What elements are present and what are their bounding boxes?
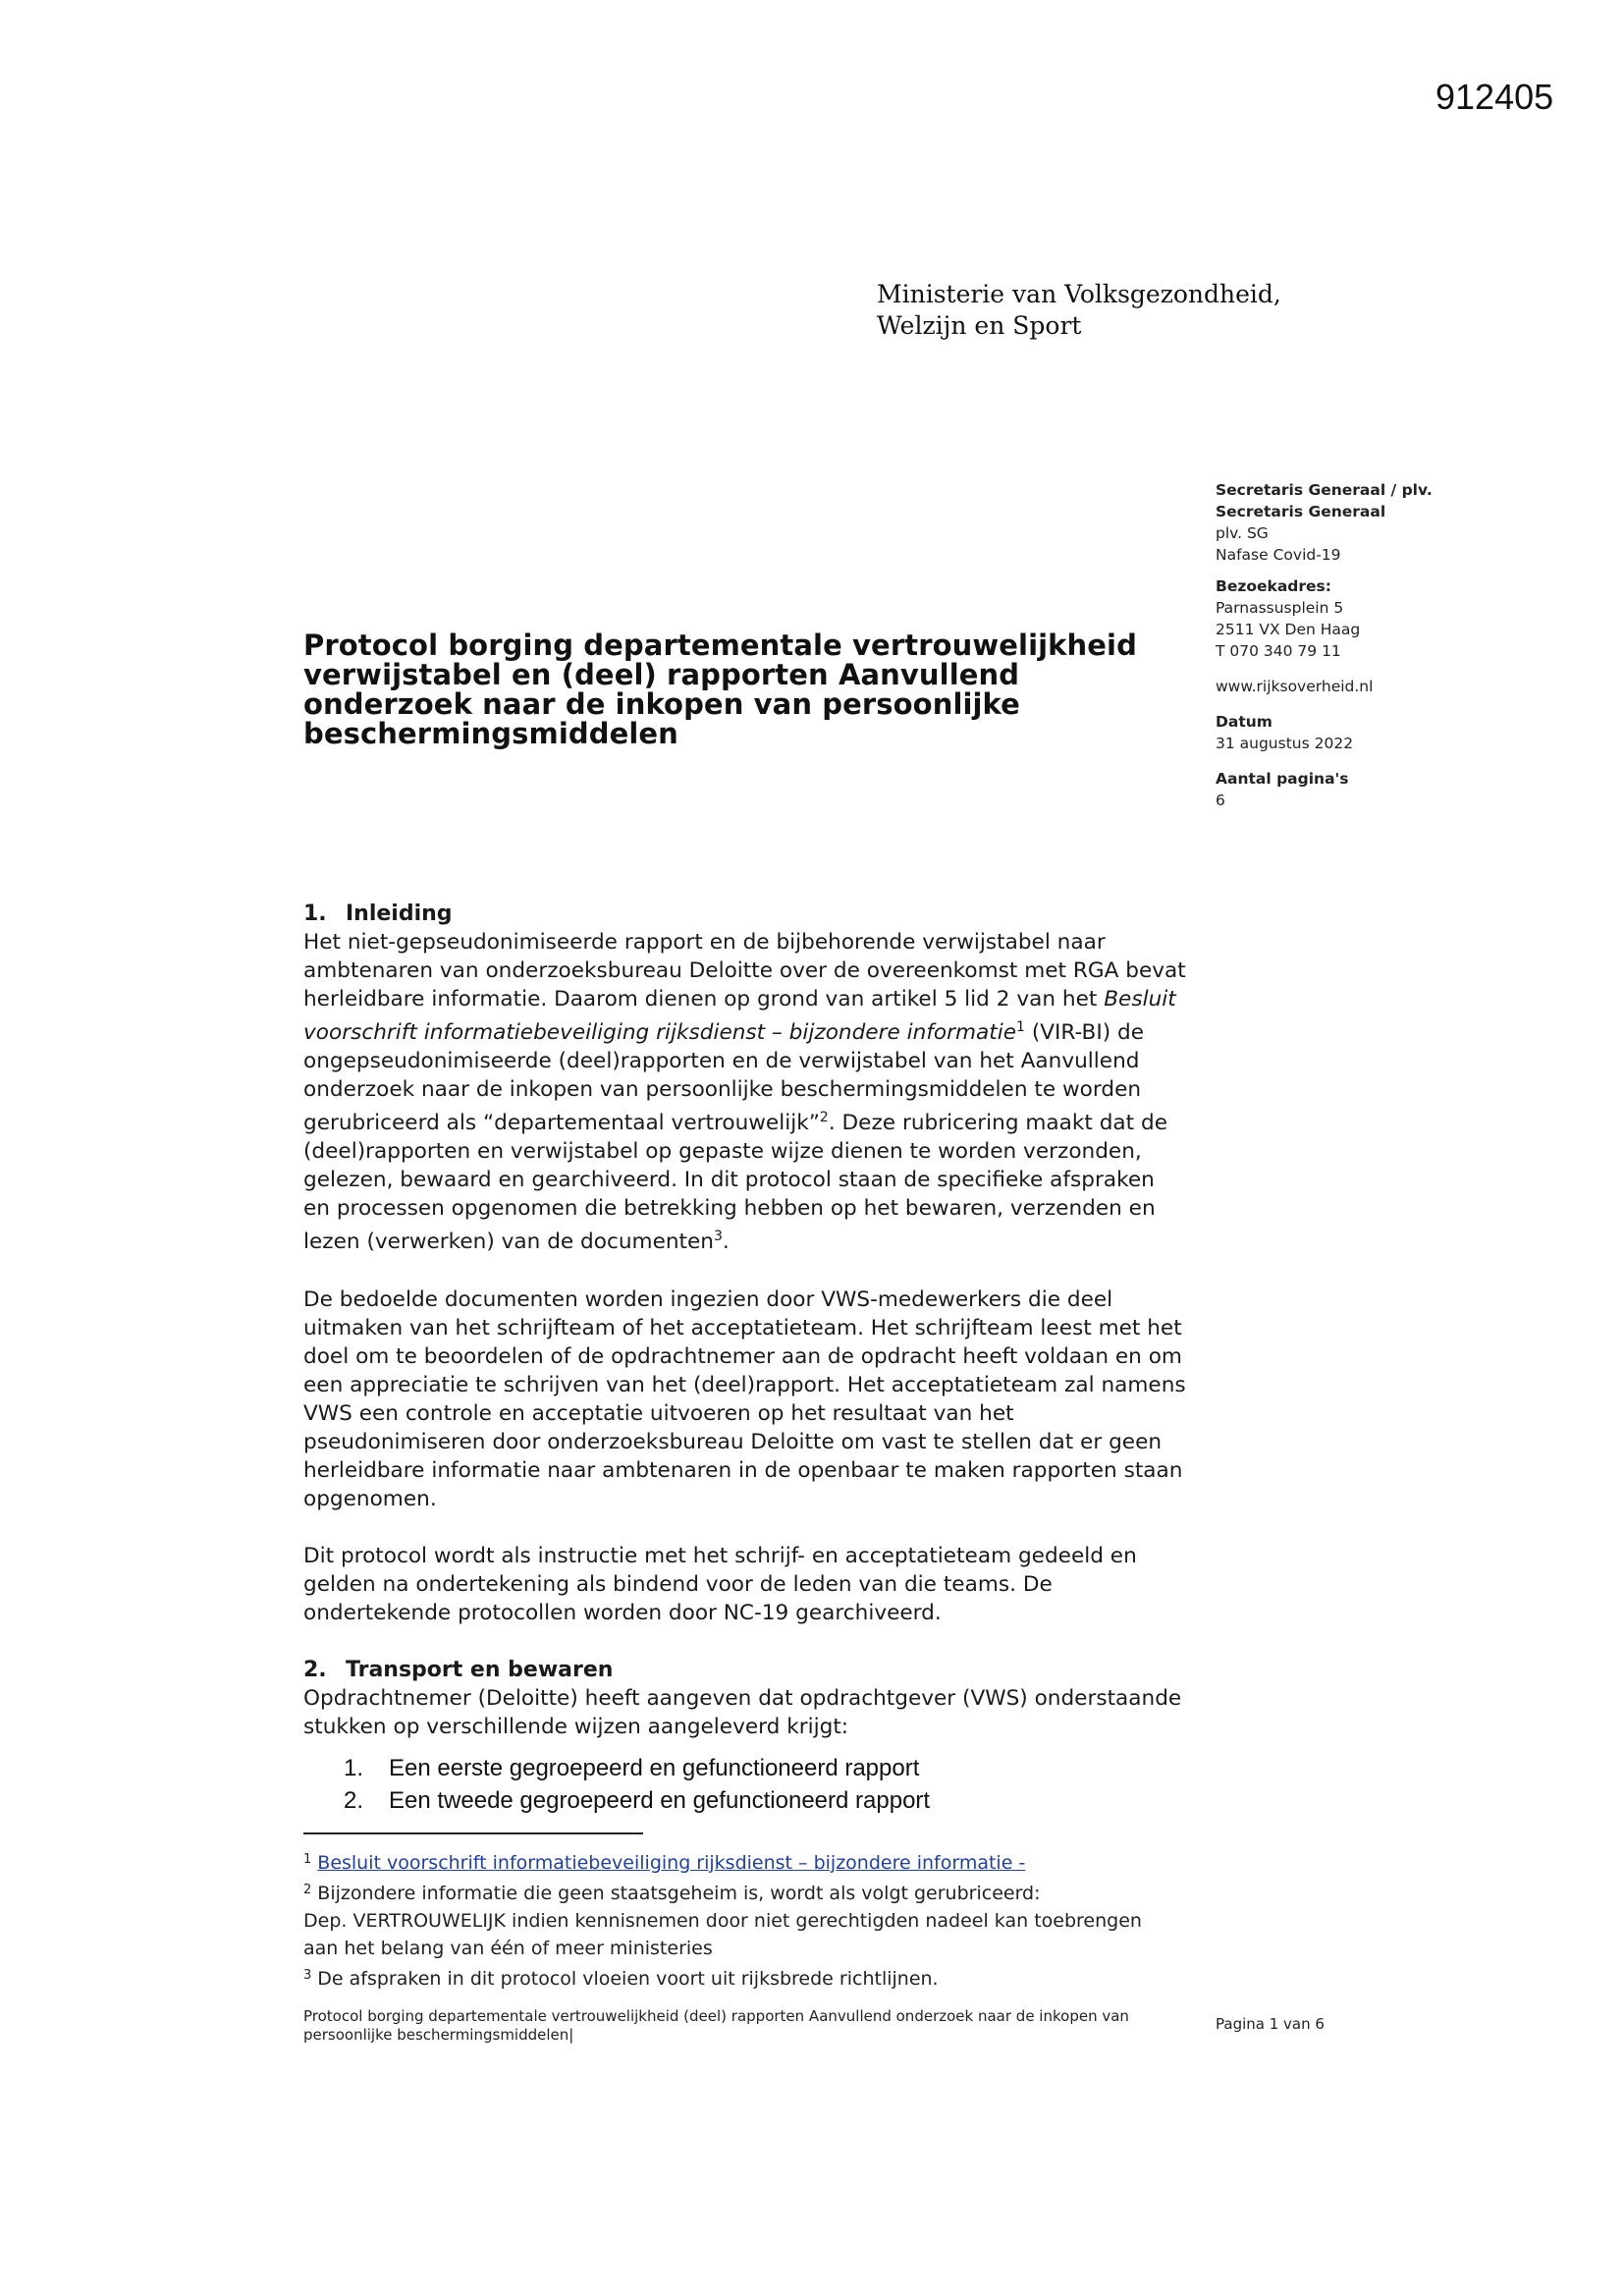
department-line-1: Secretaris Generaal / plv. [1216,481,1433,499]
footnote-2-text: Bijzondere informatie die geen staatsgeheim is, wordt als volgt gerubriceerd: [317,1883,1041,1904]
unit-line-1: plv. SG [1216,524,1269,542]
address-city: 2511 VX Den Haag [1216,621,1361,638]
footnote-3-mark: 3 [303,1968,312,1983]
pages-value: 6 [1216,792,1225,809]
paragraph-line: opgenomen. [303,1486,437,1511]
paragraph-line: onderzoek naar de inkopen van persoonlijke beschermingsmiddelen te worden [303,1077,1142,1103]
title-line-4: beschermingsmiddelen [303,717,678,750]
section-2-paragraph-1 [303,1684,1197,1741]
paragraph-line: Het niet-gepseudonimiseerde rapport en de bijbehorende verwijstabel naar [303,930,1106,955]
address-label: Bezoekadres: [1216,577,1331,595]
section-1-paragraph-3 [303,1542,1197,1627]
paragraph-text: herleidbare informatie. Daarom dienen op grond van artikel 5 lid 2 van het [303,987,1098,1011]
list-item [344,1784,930,1817]
website-block [1216,676,1589,697]
paragraph-line: uitmaken van het schrijfteam of het acceptatieteam. Het schrijfteam leest met het [303,1315,1182,1340]
footnote-ref-3[interactable]: 3 [713,1229,723,1245]
document-title [303,630,1167,748]
section-1-paragraph-1 [303,928,1197,1257]
paragraph-line [303,1013,1197,1047]
paragraph-line: ongepseudonimiseerde (deel)rapporten en de verwijstabel van het Aanvullend [303,1049,1140,1074]
list-item-text: Een eerste gegroepeerd en gefunctioneerd rapport [389,1755,920,1781]
section-1-number: 1. [303,902,327,926]
paragraph-line [303,985,1197,1013]
paragraph-line: Opdrachtnemer (Deloitte) heeft aangeven dat opdrachtgever (VWS) onderstaande [303,1685,1182,1711]
pages-label: Aantal pagina's [1216,770,1349,788]
decree-title-italic: Besluit [1104,987,1176,1011]
ministry-line-1: Ministerie van Volksgezondheid, [877,280,1281,308]
paragraph-line: VWS een controle en acceptatie uitvoeren op het resultaat van het [303,1400,1014,1426]
deliverables-list [344,1752,930,1817]
paragraph-line: De bedoelde documenten worden ingezien door VWS-medewerkers die deel [303,1286,1113,1312]
paragraph-line: pseudonimiseren door onderzoeksbureau Deloitte om vast te stellen dat er geen [303,1429,1163,1454]
paragraph-text: . Deze rubricering maakt dat de [828,1111,1167,1136]
date-value: 31 augustus 2022 [1216,735,1354,752]
footnote-2-mark: 2 [303,1883,312,1897]
department-line-2: Secretaris Generaal [1216,503,1386,520]
paragraph-line: (deel)rapporten en verwijstabel op gepaste wijze dienen te worden verzonden, [303,1139,1142,1165]
document-body [303,900,1197,1741]
sidebar-info [1216,479,1589,821]
section-2-number: 2. [303,1657,327,1682]
paragraph-line: herleidbare informatie naar ambtenaren in de openbaar te maken rapporten staan [303,1457,1183,1483]
footnote-separator [303,1832,643,1834]
paragraph-line: ondertekende protocollen worden door NC-19 gearchiveerd. [303,1600,942,1625]
section-1-heading [303,900,1197,928]
footnote-2-line-2: Dep. VERTROUWELIJK indien kennisnemen door niet gerechtigden nadeel kan toebrengen [303,1910,1142,1932]
paragraph-line [303,1104,1197,1137]
paragraph-line: Dit protocol wordt als instructie met het schrijf- en acceptatieteam gedeeld en [303,1543,1137,1568]
address-phone: T 070 340 79 11 [1216,642,1341,660]
paragraph-line: ambtenaren van onderzoeksbureau Deloitte over de overeenkomst met RGA bevat [303,958,1186,983]
section-1-paragraph-2 [303,1285,1197,1513]
paragraph-line: gelden na ondertekening als bindend voor de leden van die teams. De [303,1571,1053,1597]
date-block [1216,711,1589,754]
paragraph-line [303,1223,1197,1256]
pages-block [1216,768,1589,811]
section-1-title: Inleiding [346,902,453,926]
footnote-3-text: De afspraken in dit protocol vloeien voort uit rijksbrede richtlijnen. [317,1968,939,1990]
paragraph-line: een appreciatie te schrijven van het (deel)rapport. Het acceptatieteam zal namens [303,1372,1186,1397]
paragraph-line: en processen opgenomen die betrekking hebben op het bewaren, verzenden en [303,1196,1156,1222]
footnote-1-link[interactable]: Besluit voorschrift informatiebeveiliging rijksdienst – bijzondere informatie - [317,1852,1026,1874]
page-number: Pagina 1 van 6 [1216,2015,1325,2033]
document-number: 912405 [1435,77,1554,117]
list-item [344,1752,930,1784]
address-block [1216,575,1589,662]
footnote-3 [303,1962,1207,1993]
footnote-ref-2[interactable]: 2 [819,1110,829,1126]
title-line-3: onderzoek naar de inkopen van persoonlijke [303,687,1020,721]
ministry-line-2: Welzijn en Sport [877,311,1082,340]
date-label: Datum [1216,713,1272,731]
website-link[interactable]: www.rijksoverheid.nl [1216,678,1374,695]
paragraph-line: gelezen, bewaard en gearchiveerd. In dit protocol staan de specifieke afspraken [303,1168,1155,1193]
ministry-logo-text [877,279,1281,342]
footnote-2 [303,1877,1207,1907]
title-line-1: Protocol borging departementale vertrouwelijkheid [303,629,1137,662]
paragraph-text: lezen (verwerken) van de documenten [303,1230,714,1255]
list-item-number: 1. [344,1755,364,1781]
footer-line-1: Protocol borging departementale vertrouwelijkheid (deel) rapporten Aanvullend onderzoek naar de inkopen van [303,2007,1129,2025]
footnote-2-line-3: aan het belang van één of meer ministeries [303,1938,713,1959]
footer-line-2: persoonlijke beschermingsmiddelen| [303,2026,574,2044]
section-2-title: Transport en bewaren [346,1657,614,1682]
address-street: Parnassusplein 5 [1216,599,1344,617]
list-item-number: 2. [344,1787,364,1814]
page-footer [303,2007,1187,2045]
footnotes [303,1846,1207,1993]
footnote-ref-1[interactable]: 1 [1016,1019,1025,1035]
paragraph-text: gerubriceerd als “departementaal vertrouwelijk” [303,1111,820,1136]
paragraph-text: (VIR-BI) de [1024,1020,1144,1046]
paragraph-line: stukken op verschillende wijzen aangeleverd krijgt: [303,1714,849,1739]
unit-line-2: Nafase Covid-19 [1216,546,1341,564]
footnote-1-mark: 1 [303,1852,312,1867]
paragraph-line: doel om te beoordelen of de opdrachtnemer aan de opdracht heeft voldaan en om [303,1343,1182,1369]
list-item-text: Een tweede gegroepeerd en gefunctioneerd rapport [389,1787,931,1814]
section-2-heading [303,1656,1197,1684]
decree-title-italic: voorschrift informatiebeveiliging rijksdienst – bijzondere informatie [303,1020,1017,1046]
title-line-2: verwijstabel en (deel) rapporten Aanvullend [303,658,1020,691]
paragraph-text: . [722,1230,730,1255]
department-block [1216,479,1589,566]
footnote-1 [303,1846,1207,1877]
